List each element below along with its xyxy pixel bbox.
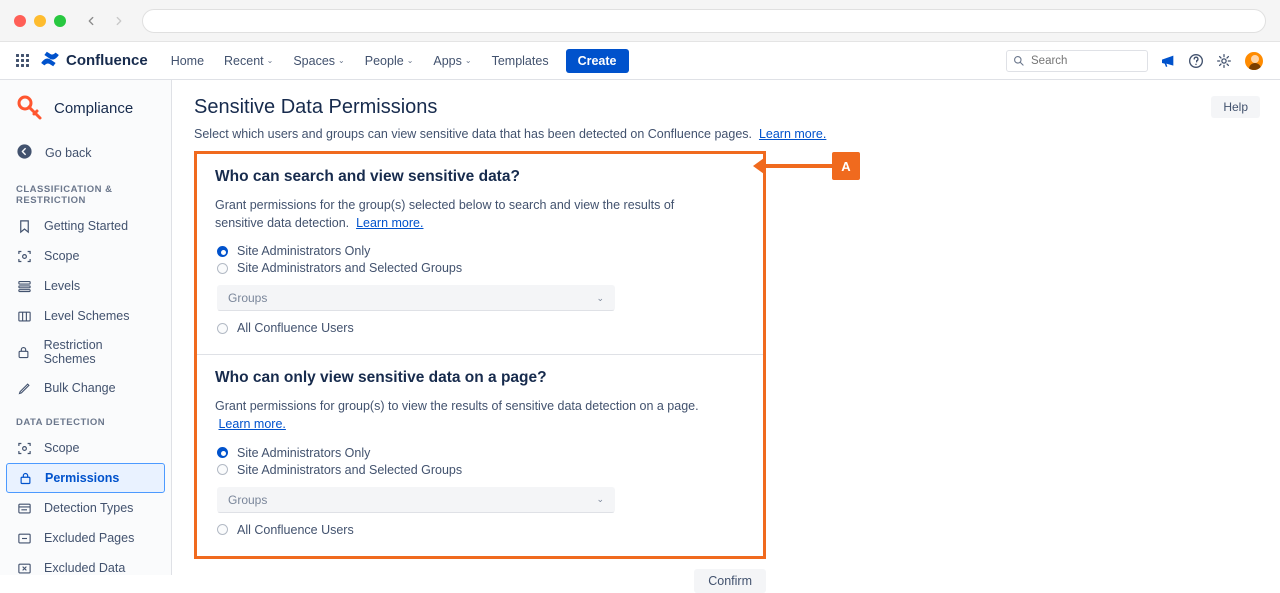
sidebar-section-label-classification: CLASSIFICATION & RESTRICTION [16, 184, 113, 206]
sidebar-item-level-schemes[interactable] [0, 301, 171, 331]
nav-item-label: Spaces [293, 53, 336, 68]
groups-select[interactable] [217, 487, 615, 513]
radio-option-site-admins-and-groups[interactable] [217, 463, 745, 477]
go-back-button[interactable] [0, 136, 171, 170]
sidebar-item-label: Permissions [45, 471, 120, 485]
sidebar-section-label-data-detection: DATA DETECTION [16, 417, 106, 428]
annotation-callout-a [763, 152, 860, 180]
app-switcher-grid-icon[interactable] [10, 49, 34, 73]
sidebar-item-label: Bulk Change [44, 381, 116, 395]
nav-item-people[interactable] [356, 49, 423, 73]
radio-option-site-admins-and-groups[interactable] [217, 261, 745, 275]
close-window-button[interactable] [14, 15, 26, 27]
radio-button[interactable] [217, 524, 228, 535]
key-icon [16, 94, 44, 122]
sidebar-item-label: Scope [44, 441, 80, 455]
confluence-logo-icon [40, 51, 60, 71]
lock-icon [16, 344, 32, 360]
space-header[interactable] [0, 88, 171, 136]
crosshair-icon [16, 440, 32, 456]
chevron-down-icon: ⌄ [338, 56, 345, 65]
search-input[interactable] [1006, 50, 1148, 72]
chevron-down-icon: ⌄ [596, 494, 604, 504]
view-on-page-permissions-section [197, 354, 763, 555]
nav-item-templates[interactable] [483, 49, 558, 73]
sidebar-item-label: Level Schemes [44, 309, 130, 323]
brand[interactable] [40, 51, 148, 71]
radio-label: Site Administrators and Selected Groups [237, 462, 463, 477]
sidebar-item-scope-classification[interactable] [0, 241, 171, 271]
sidebar-item-label: Levels [44, 279, 81, 293]
chevron-down-icon: ⌄ [596, 292, 604, 303]
back-arrow-circle-icon [16, 143, 33, 163]
layers-icon [16, 278, 32, 294]
sidebar-item-restriction-schemes[interactable] [0, 331, 171, 373]
nav-item-home[interactable] [162, 49, 213, 73]
announcement-icon[interactable] [1160, 53, 1176, 69]
sidebar-item-label: Restriction Schemes [43, 338, 103, 366]
sidebar-item-excluded-pages[interactable] [0, 523, 171, 553]
radio-label: Site Administrators Only [237, 244, 371, 259]
radio-option-all-confluence-users[interactable] [217, 321, 745, 335]
search-view-permissions-section [197, 154, 763, 354]
page-subtitle [194, 127, 1260, 141]
sidebar-item-scope-detection[interactable] [0, 433, 171, 463]
groups-select-placeholder: Groups [228, 291, 268, 306]
sidebar-item-bulk-change[interactable] [0, 373, 171, 403]
create-button[interactable]: Create [566, 49, 629, 73]
sidebar-item-label: Getting Started [44, 219, 129, 233]
space-title: Compliance [54, 99, 134, 117]
pencil-icon [16, 380, 32, 396]
main-content [172, 80, 1280, 588]
section-heading: Who can search and view sensitive data? [215, 168, 520, 185]
radio-button[interactable] [217, 464, 228, 475]
sidebar-item-label: Excluded Data [44, 561, 126, 575]
radio-button[interactable] [217, 447, 228, 458]
chevron-down-icon: ⌄ [464, 56, 472, 65]
nav-item-spaces[interactable] [284, 49, 353, 73]
back-icon[interactable] [84, 14, 98, 28]
radio-label: Site Administrators Only [237, 445, 371, 460]
sidebar-item-excluded-data[interactable] [0, 553, 171, 583]
sidebar-item-label: Detection Types [44, 501, 134, 515]
brand-name: Confluence [66, 52, 148, 69]
search-field[interactable] [1029, 54, 1141, 68]
nav-item-label: Recent [224, 53, 264, 68]
nav-item-label: Apps [433, 53, 462, 68]
browser-toolbar [0, 0, 1280, 42]
radio-option-all-confluence-users[interactable] [217, 523, 745, 537]
subtitle-learn-more-link[interactable]: Learn more. [758, 127, 827, 141]
maximize-window-button[interactable] [54, 15, 66, 27]
page-title: Sensitive Data Permissions [194, 96, 438, 118]
sidebar [0, 80, 172, 575]
groups-select-placeholder: Groups [228, 492, 268, 507]
data-excluded-icon [16, 560, 32, 576]
section-heading: Who can only view sensitive data on a page? [215, 369, 547, 387]
section-learn-more-link[interactable]: Learn more. [356, 216, 424, 231]
groups-select[interactable] [217, 285, 615, 311]
radio-button[interactable] [217, 246, 228, 257]
lock-icon [17, 470, 33, 486]
url-bar[interactable] [142, 9, 1266, 33]
nav-item-recent[interactable] [215, 49, 282, 73]
gear-icon[interactable] [1216, 53, 1232, 69]
bookmark-icon [16, 218, 32, 234]
forward-icon[interactable] [112, 14, 126, 28]
crosshair-icon [16, 248, 32, 264]
page-subtitle-text: Select which users and groups can view sensitive data that has been detected on Confluence pages. [194, 127, 752, 141]
radio-button[interactable] [217, 263, 228, 274]
sidebar-item-detection-types[interactable] [0, 493, 171, 523]
section-description [215, 196, 715, 232]
section-learn-more-link[interactable]: Learn more. [218, 417, 286, 432]
minimize-window-button[interactable] [34, 15, 46, 27]
sidebar-item-getting-started[interactable] [0, 211, 171, 241]
go-back-label: Go back [45, 146, 92, 160]
chevron-down-icon: ⌄ [406, 56, 414, 65]
permissions-panel [194, 151, 766, 559]
avatar[interactable] [1244, 51, 1264, 71]
window-controls[interactable] [14, 15, 66, 27]
section-description [215, 397, 715, 433]
help-circle-icon[interactable] [1188, 53, 1204, 69]
section-description-text: Grant permissions for group(s) to view the results of sensitive data detection on a page. [215, 399, 699, 414]
search-icon [1013, 55, 1024, 66]
section-description-text: Grant permissions for the group(s) selected below to search and view the results of sensitive data detection. [215, 198, 675, 231]
callout-badge-label: A [832, 152, 860, 180]
nav-item-label: Home [170, 53, 205, 68]
list-icon [16, 500, 32, 516]
confirm-button[interactable]: Confirm [694, 569, 766, 593]
sidebar-item-permissions[interactable] [6, 463, 165, 493]
nav-item-label: Templates [491, 53, 549, 68]
nav-item-apps[interactable] [424, 49, 480, 73]
global-navigation [0, 42, 1280, 80]
sidebar-item-label: Scope [44, 249, 80, 263]
callout-arrow-icon [763, 164, 833, 168]
radio-label: All Confluence Users [237, 522, 354, 537]
radio-button[interactable] [217, 323, 228, 334]
page-excluded-icon [16, 530, 32, 546]
chevron-down-icon: ⌄ [266, 56, 274, 65]
radio-label: All Confluence Users [237, 321, 354, 336]
columns-icon [16, 308, 32, 324]
radio-option-site-admins-only[interactable] [217, 446, 745, 460]
radio-option-site-admins-only[interactable] [217, 244, 745, 258]
radio-label: Site Administrators and Selected Groups [237, 261, 463, 276]
sidebar-item-label: Excluded Pages [44, 531, 135, 545]
help-button[interactable]: Help [1211, 96, 1260, 118]
sidebar-item-levels[interactable] [0, 271, 171, 301]
nav-item-label: People [364, 53, 404, 68]
